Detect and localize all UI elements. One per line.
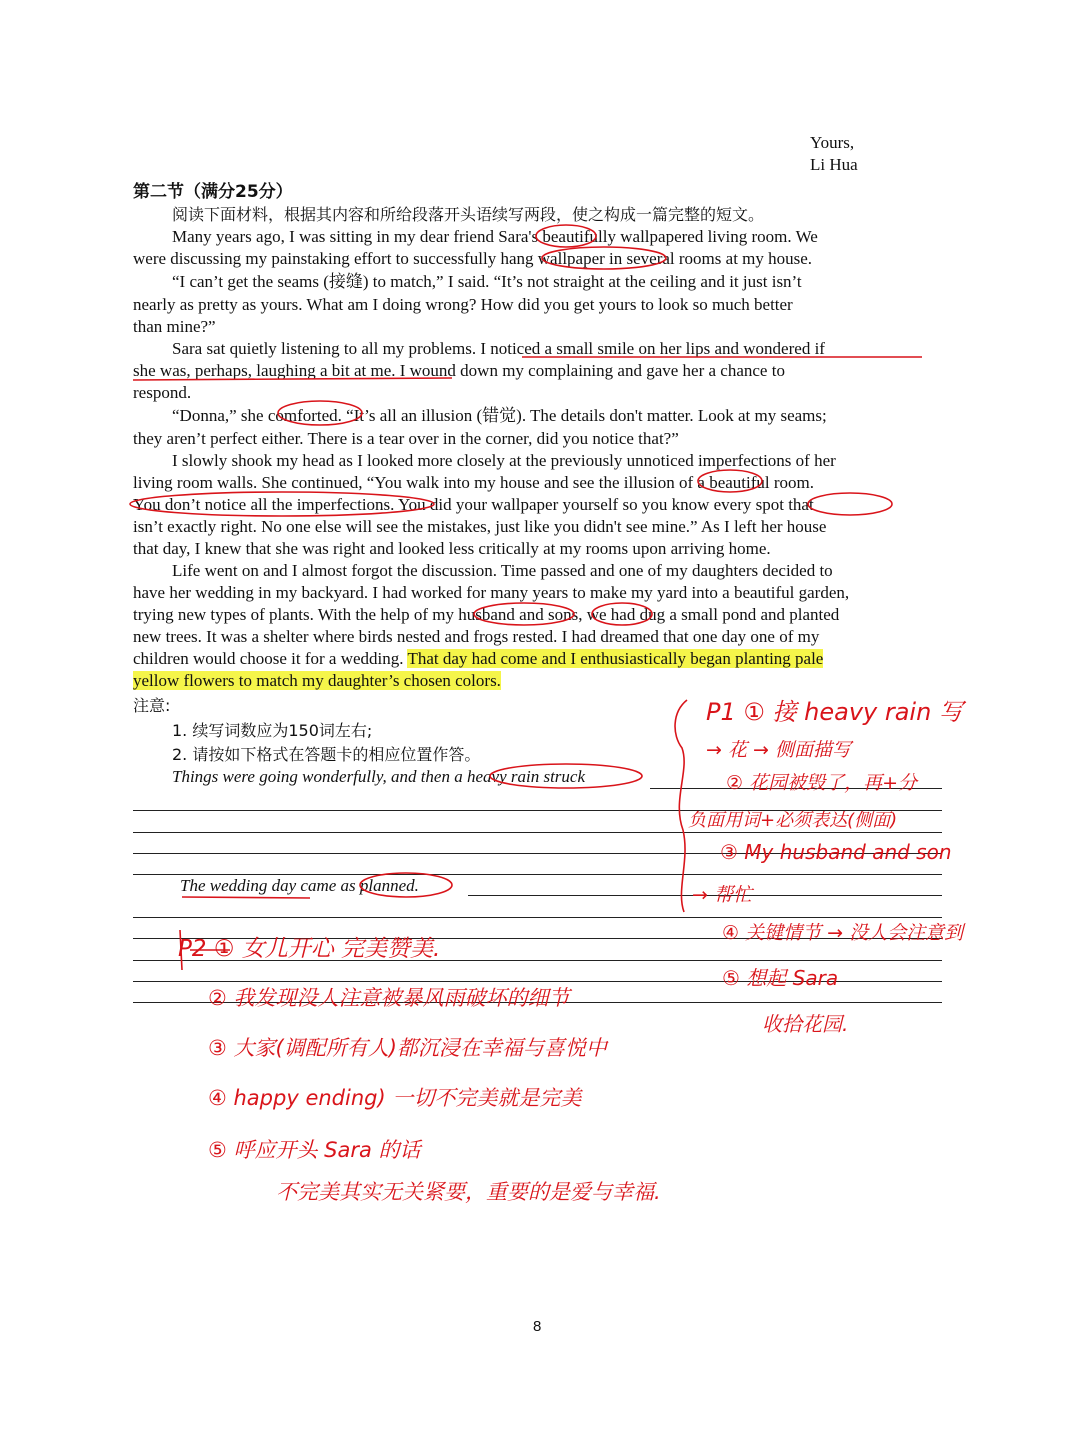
answer-rule	[133, 874, 942, 875]
section-instruction: 阅读下面材料，根据其内容和所给段落开头语续写两段，使之构成一篇完整的短文。	[172, 205, 765, 224]
handwritten-note: 不完美其实无关紧要，重要的是爱与幸福.	[276, 1180, 661, 1204]
passage-line: Sara sat quietly listening to all my problems. I noticed a small smile on her lips and wondered if	[172, 339, 825, 358]
passage-line: respond.	[133, 383, 192, 402]
closing-yours: Yours,	[810, 133, 855, 152]
passage-line: “Donna,” she comforted. “It’s all an illusion (错觉). The details don't matter. Look at my seams;	[172, 406, 827, 425]
handwritten-note: → 花 → 侧面描写	[706, 739, 851, 761]
note-item-2: 2. 请按如下格式在答题卡的相应位置作答。	[172, 745, 481, 764]
highlighted-text: That day had come and I enthusiastically began planting pale	[407, 649, 824, 668]
note-item-1: 1. 续写词数应为150词左右;	[172, 721, 373, 740]
passage-line: new trees. It was a shelter where birds nested and frogs rested. I had dreamed that one day one of my	[133, 627, 820, 646]
passage-line: she was, perhaps, laughing a bit at me. I wound down my complaining and gave her a chance to	[133, 361, 785, 380]
handwritten-note: ④ 关键情节 → 没人会注意到	[722, 922, 964, 944]
passage-line: have her wedding in my backyard. I had worked for many years to make my yard into a beautiful garden,	[133, 583, 850, 602]
handwritten-note: 收拾花园.	[762, 1012, 849, 1036]
closing-name: Li Hua	[810, 155, 858, 174]
passage-line: were discussing my painstaking effort to successfully hang wallpaper in several rooms at my house.	[133, 249, 813, 268]
letter-closing	[810, 132, 858, 176]
handwritten-note: ③ My husband and son	[720, 840, 952, 864]
bracket-mark	[675, 700, 687, 912]
handwritten-note: P2 ① 女儿开心 完美赞美.	[178, 936, 441, 962]
passage-line: You don’t notice all the imperfections. You did your wallpaper yourself so you know every spot that	[133, 495, 814, 514]
handwritten-note: ② 我发现没人注意被暴风雨破坏的细节	[208, 986, 570, 1010]
passage-line: “I can’t get the seams (接缝) to match,” I said. “It’s not straight at the ceiling and it just isn’t	[172, 272, 802, 291]
passage-line: I slowly shook my head as I looked more closely at the previously unnoticed imperfections of her	[172, 451, 836, 470]
passage-line: isn’t exactly right. No one else will see the mistakes, just like you didn't see mine.” As I left her house	[133, 517, 827, 536]
handwritten-note: ③ 大家(调配所有人)都沉浸在幸福与喜悦中	[208, 1036, 607, 1060]
passage-line: that day, I knew that she was right and looked less critically at my rooms upon arriving home.	[133, 539, 771, 558]
continuation-starter-2: The wedding day came as planned.	[180, 876, 419, 895]
page-number: 8	[533, 1318, 542, 1335]
passage-line-text: children would choose it for a wedding.	[133, 649, 404, 668]
continuation-starter-1: Things were going wonderfully, and then a heavy rain struck	[172, 767, 585, 786]
passage-line: living room walls. She continued, “You walk into my house and see the illusion of a beautiful room.	[133, 473, 815, 492]
handwritten-note: ⑤ 想起 Sara	[722, 966, 839, 990]
handwritten-note: ② 花园被毁了，再+分	[726, 772, 917, 794]
handwritten-note: 负面用词+必须表达(侧面)	[688, 810, 898, 831]
passage-line: trying new types of plants. With the help of my husband and sons, we had dug a small pond and planted	[133, 605, 840, 624]
section-title: 第二节（满分25分）	[133, 182, 293, 202]
handwritten-note: → 帮忙	[692, 884, 752, 906]
passage-line: Life went on and I almost forgot the discussion. Time passed and one of my daughters decided to	[172, 561, 833, 580]
handwritten-note: P1 ① 接 heavy rain 写	[706, 698, 963, 726]
passage-line	[133, 671, 501, 691]
answer-rule	[133, 832, 942, 833]
circle-mark	[808, 493, 892, 515]
notes-label: 注意:	[133, 696, 171, 715]
underline-mark	[182, 897, 310, 898]
passage-line: nearly as pretty as yours. What am I doing wrong? How did you get yours to look so much better	[133, 295, 793, 314]
handwritten-note: ④ happy ending) 一切不完美就是完美	[208, 1086, 582, 1110]
handwritten-note: ⑤ 呼应开头 Sara 的话	[208, 1138, 421, 1162]
passage-line: they aren’t perfect either. There is a tear over in the corner, did you notice that?”	[133, 429, 679, 448]
passage-line	[133, 649, 823, 669]
passage-line: than mine?”	[133, 317, 216, 336]
highlighted-text: yellow flowers to match my daughter’s chosen colors.	[133, 671, 501, 690]
passage-line: Many years ago, I was sitting in my dear friend Sara's beautifully wallpapered living room. We	[172, 227, 818, 246]
